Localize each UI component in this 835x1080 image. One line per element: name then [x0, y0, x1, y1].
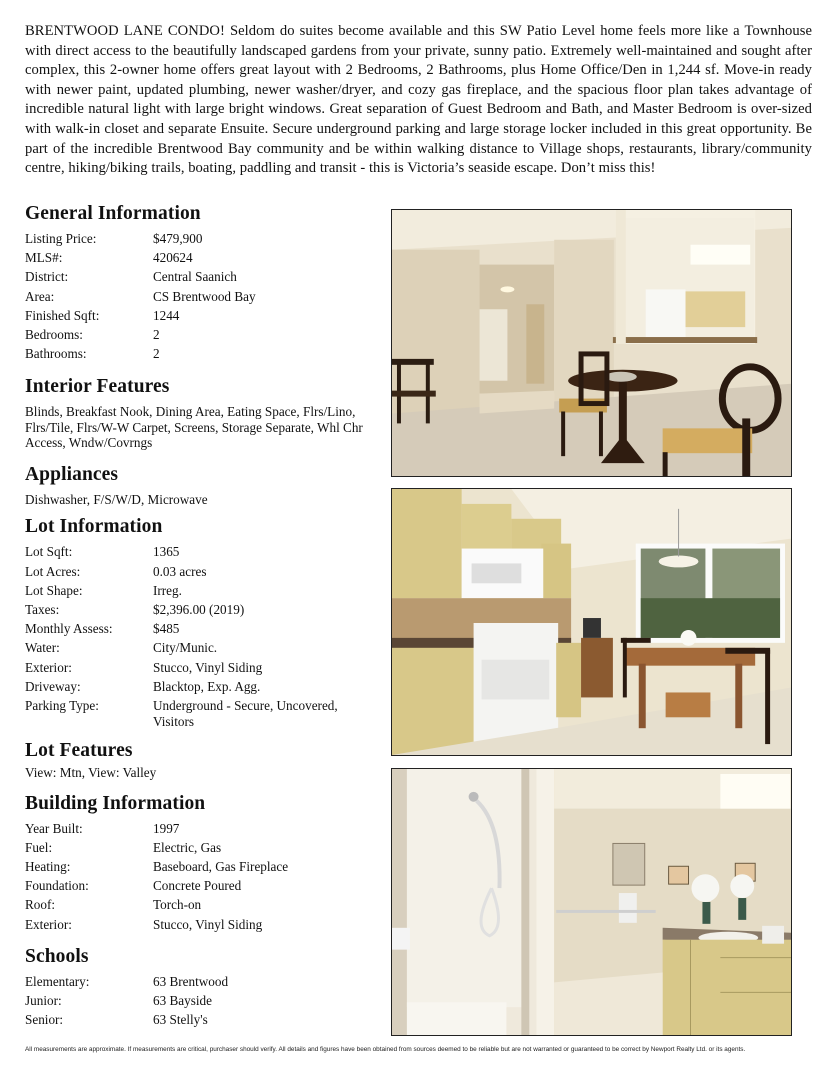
table-row: [25, 698, 377, 729]
row-value: 2: [153, 346, 160, 362]
table-row: [25, 991, 377, 1010]
table-row: [25, 248, 377, 267]
row-value: $2,396.00 (2019): [153, 602, 245, 618]
row-value: Electric, Gas: [153, 839, 222, 855]
row-label: Bathrooms:: [25, 346, 87, 362]
table-row: [25, 638, 377, 657]
interior-features-title: Interior Features: [25, 376, 170, 398]
lot-information-table: [25, 542, 377, 729]
interior-features-section: [25, 373, 377, 451]
schools-title: Schools: [25, 945, 89, 967]
general-information-table: [25, 229, 377, 363]
table-row: [25, 915, 377, 934]
row-label: Roof:: [25, 897, 56, 913]
row-value: Concrete Poured: [153, 878, 242, 894]
schools-table: [25, 972, 377, 1030]
row-value: 2: [153, 327, 160, 343]
table-row: [25, 857, 377, 876]
listing-description: BRENTWOOD LANE CONDO! Seldom do suites become available and this SW Patio Level home feels more like a Townhouse with direct access to the beautifully landscaped gardens from your private, sunny patio. Extremely well-maintained and sought after complex, this 2-owner home offers great layout with 2 Bedrooms, 2 Bathrooms, plus Home Office/Den in 1,244 sf. Move-in ready with newer paint, updated plumbing, newer washer/dryer, and cozy gas fireplace, and the spacious floor plan takes advantage of incredible natural light with large bright windows. Great separation of Guest Bedroom and Bath, and Master Bedroom is over-sized with walk-in closet and separate Ensuite. Secure underground parking and large storage locker included in this great opportunity. Be part of the incredible Brentwood Bay community and be within walking distance to Village shops, restaurants, library/community centre, hiking/biking trails, boating, paddling and transit - this is Victoria’s seaside escape. Don’t miss this!: [25, 23, 812, 177]
row-value: 63 Brentwood: [153, 973, 229, 989]
table-row: [25, 895, 377, 914]
table-row: [25, 306, 377, 325]
row-value: 0.03 acres: [153, 563, 207, 579]
interior-features-list: Blinds, Breakfast Nook, Dining Area, Eating Space, Flrs/Lino, Flrs/Tile, Flrs/W-W Carpet, Screens, Storage Separate, Whl Chr Access, Wndw/Covrngs: [25, 404, 363, 451]
table-row: [25, 1010, 377, 1029]
row-label: Senior:: [25, 1012, 64, 1028]
row-label: Year Built:: [25, 820, 83, 836]
row-label: Elementary:: [25, 973, 90, 989]
dining-area-photo: [391, 209, 792, 477]
lot-information-section: [25, 513, 377, 729]
row-label: Driveway:: [25, 678, 81, 694]
row-label: Exterior:: [25, 659, 72, 675]
row-value: Irreg.: [153, 582, 182, 598]
schools-section: [25, 943, 377, 1030]
row-label: District:: [25, 269, 69, 285]
table-row: [25, 658, 377, 677]
table-row: [25, 287, 377, 306]
row-value: 63 Stelly's: [153, 1012, 208, 1028]
row-label: Fuel:: [25, 839, 53, 855]
row-label: Heating:: [25, 858, 71, 874]
row-value: City/Munic.: [153, 640, 218, 656]
row-label: Finished Sqft:: [25, 307, 100, 323]
lot-information-title: Lot Information: [25, 516, 163, 538]
table-row: [25, 542, 377, 561]
row-value: Stucco, Vinyl Siding: [153, 659, 263, 675]
kitchen-photo: [391, 488, 792, 756]
row-label: Lot Acres:: [25, 563, 81, 579]
building-information-table: [25, 819, 377, 934]
appliances-section: [25, 461, 377, 508]
table-row: [25, 581, 377, 600]
row-label: Junior:: [25, 992, 62, 1008]
row-value: Baseboard, Gas Fireplace: [153, 858, 289, 874]
table-row: [25, 619, 377, 638]
row-label: Lot Sqft:: [25, 544, 73, 560]
row-label: Water:: [25, 640, 60, 656]
row-value: 1997: [153, 820, 180, 836]
row-value: CS Brentwood Bay: [153, 288, 256, 304]
row-label: Exterior:: [25, 916, 72, 932]
row-value: Underground - Secure, Uncovered, Visitors: [153, 698, 338, 729]
details-column: [25, 200, 377, 1029]
row-value: 1244: [153, 307, 180, 323]
lot-features-section: [25, 737, 377, 781]
bathroom-photo: [391, 768, 792, 1036]
disclaimer-text: All measurements are approximate. If measurements are critical, purchaser should verify. All details and figures have been obtained from sources deemed to be reliable but are not warranted or guaranteed to be correct by Newport Realty Ltd. or its agents.: [25, 1046, 746, 1053]
row-label: Foundation:: [25, 878, 89, 894]
row-value: Central Saanich: [153, 269, 237, 285]
row-value: 1365: [153, 544, 180, 560]
row-value: 420624: [153, 250, 193, 266]
general-information-section: [25, 200, 377, 363]
row-value: $479,900: [153, 231, 203, 246]
row-label: Parking Type:: [25, 698, 99, 714]
appliances-title: Appliances: [25, 463, 119, 485]
row-label: Monthly Assess:: [25, 621, 113, 637]
row-label: MLS#:: [25, 250, 63, 266]
table-row: [25, 600, 377, 619]
table-row: [25, 876, 377, 895]
general-information-title: General Information: [25, 203, 201, 224]
appliances-list: Dishwasher, F/S/W/D, Microwave: [25, 491, 208, 507]
row-label: Bedrooms:: [25, 327, 83, 343]
table-row: [25, 562, 377, 581]
table-row: [25, 344, 377, 363]
row-label: Lot Shape:: [25, 582, 83, 598]
row-value: Torch-on: [153, 897, 202, 913]
table-row: [25, 838, 377, 857]
row-value: 63 Bayside: [153, 992, 212, 1008]
row-label: Listing Price:: [25, 231, 97, 246]
row-value: $485: [153, 621, 180, 637]
table-row: [25, 325, 377, 344]
row-label: Taxes:: [25, 602, 60, 618]
lot-features-list: View: Mtn, View: Valley: [25, 765, 157, 781]
row-value: Stucco, Vinyl Siding: [153, 916, 263, 932]
lot-features-title: Lot Features: [25, 740, 133, 762]
table-row: [25, 677, 377, 696]
table-row: [25, 819, 377, 838]
table-row: [25, 267, 377, 286]
building-information-title: Building Information: [25, 792, 206, 814]
row-value: Blacktop, Exp. Agg.: [153, 678, 261, 694]
table-row: [25, 972, 377, 991]
row-label: Area:: [25, 288, 55, 304]
table-row: [25, 229, 377, 248]
building-information-section: [25, 790, 377, 934]
